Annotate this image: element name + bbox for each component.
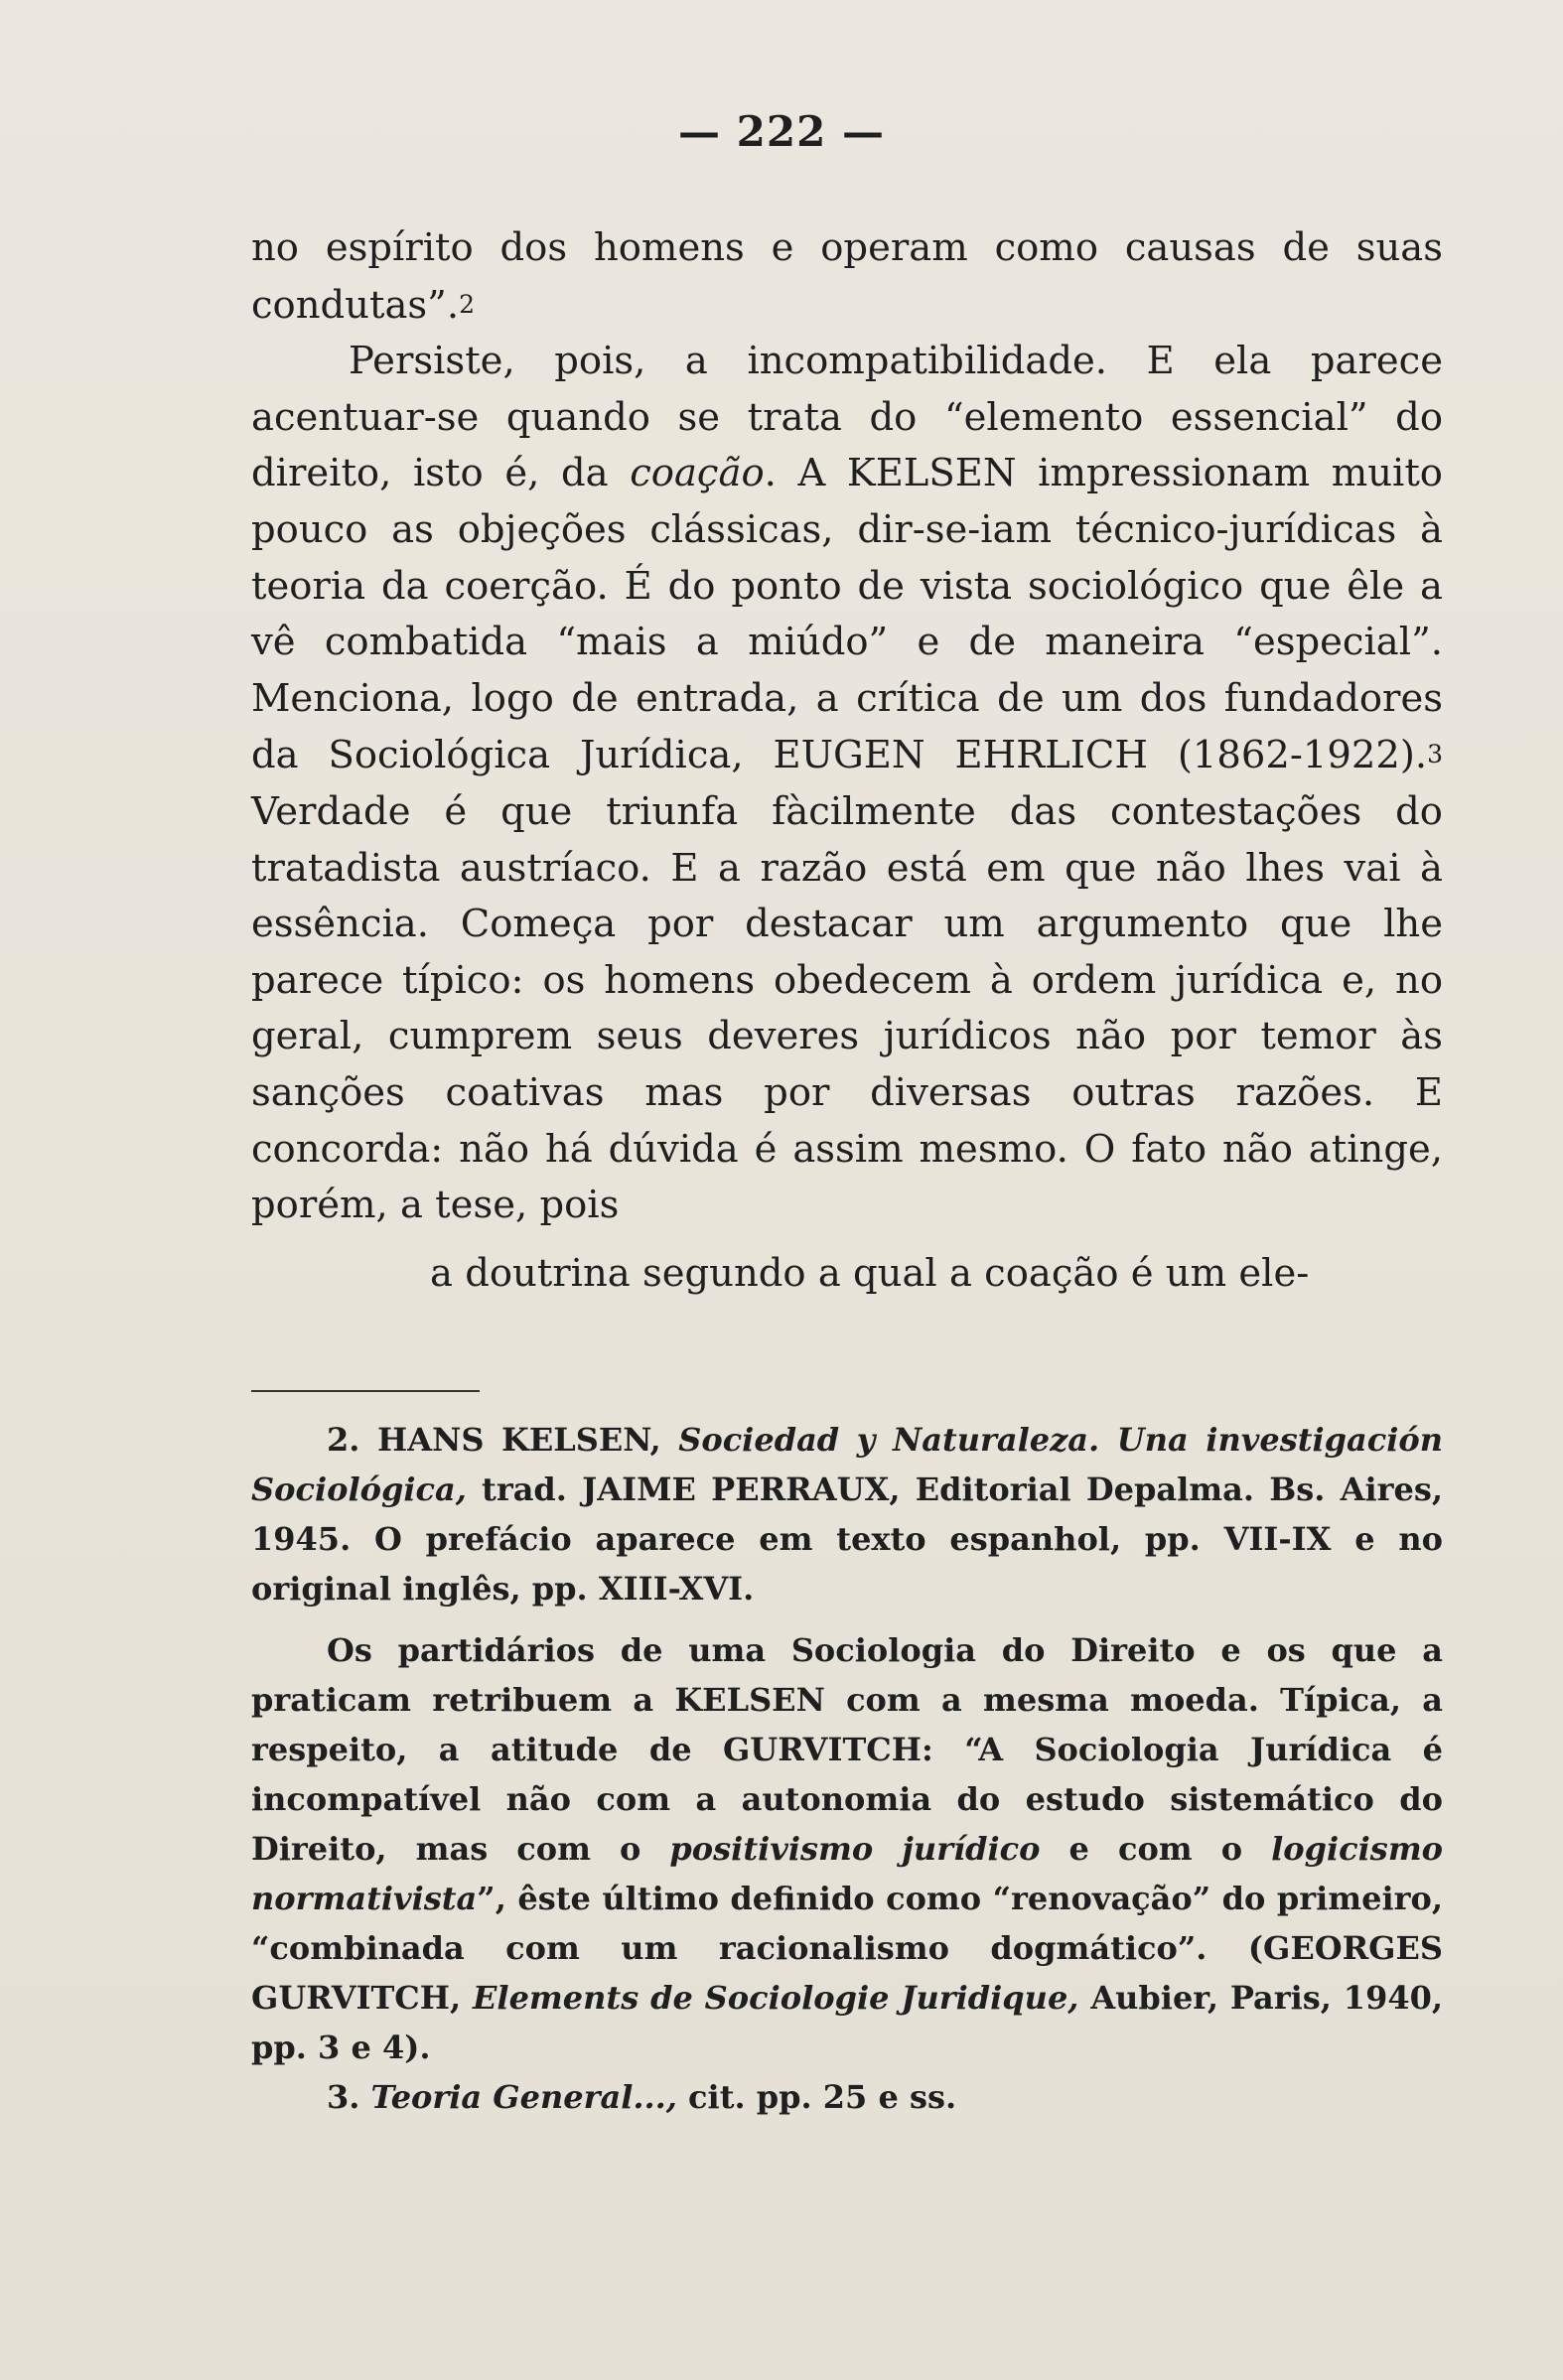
footnote-2 <box>251 1415 1443 1613</box>
paragraph-2-italic: coação <box>630 451 765 496</box>
footnote-divider <box>251 1390 480 1392</box>
footnote-2-cont-c: e com o <box>1040 1830 1272 1868</box>
footnote-ref-2: 2 <box>459 289 476 319</box>
footnote-2-cont-a: Os partidários de uma Sociologia do Direito e os que a praticam retribuem a KELSEN com a mesma moeda. Típica, a respeito, a atitude de GURVITCH: “A Sociologia Jurídica é incompatível não com a autonomia do estudo sistemático do Direito, mas com o <box>251 1631 1443 1868</box>
paragraph-2-part-d: Verdade é que triunfa fàcilmente das contestações do tratadista austríaco. E a razão está em que não lhes vai à essência. Começa por destacar um argumento que lhe parece típico: os homens obedecem à ordem jurídica e, no geral, cumprem seus deveres jurídicos não por temor às sanções coativas mas por diversas outras razões. E concorda: não há dúvida é assim mesmo. O fato não atinge, porém, a tese, pois <box>251 788 1443 1228</box>
footnote-2-cont-g: Aubier, Paris, 1940, pp. 3 e 4). <box>251 1979 1444 2066</box>
footnote-2-part-a: HANS KELSEN, <box>359 1421 679 1459</box>
footnote-3 <box>251 2072 1443 2122</box>
paragraph-2 <box>251 334 1443 1234</box>
footnote-3-title: Teoria General..., <box>370 2078 677 2116</box>
footnote-3-number: 3. <box>327 2078 360 2116</box>
footnote-2-cont-italic-3: Elements de Sociologie Juridique, <box>473 1979 1079 2017</box>
footnote-2-cont-italic-1: positivismo jurídico <box>669 1830 1041 1868</box>
footnote-2-cont-e: ”, êste último definido como “renovação” do primeiro, “combinada com um racionalismo dogmático”. (GEORGES GURVITCH, <box>251 1880 1443 2017</box>
footnote-2-part-c: trad. JAIME PERRAUX, Editorial Depalma. Bs. Aires, 1945. O prefácio aparece em texto espanhol, pp. VII-IX e no original inglês, pp. XIII-XVI. <box>251 1470 1443 1608</box>
page-number: — 222 — <box>678 107 885 156</box>
footnote-3-space <box>359 2078 370 2116</box>
paragraph-2-part-c: . A KELSEN impressionam muito pouco as objeções clássicas, dir-se-iam técnico-jurídicas à teoria da coerção. É do ponto de vista sociológico que êle a vê combatida “mais a miúdo” e de maneira “especial”. Menciona, logo de entrada, a crítica de um dos fundadores da Sociológica Jurídica, EUGEN EHRLICH (1862-1922). <box>251 451 1443 778</box>
paragraph-1-text: no espírito dos homens e operam como causas de suas condutas”. <box>251 225 1443 328</box>
block-quote: a doutrina segundo a qual a coação é um ele- <box>430 1250 1310 1296</box>
footnote-2-number: 2. <box>327 1421 360 1459</box>
footnote-3-part-c: cit. pp. 25 e ss. <box>676 2078 957 2116</box>
footnote-ref-3: 3 <box>1427 740 1443 770</box>
footnote-2-cont-italic-2: logicismo normativista <box>251 1830 1444 1917</box>
footnotes <box>251 1415 1443 2122</box>
main-text <box>251 220 1443 1302</box>
paragraph-1 <box>251 220 1443 334</box>
paragraph-2-part-a: Persiste, pois, a incompatibilidade. E ela parece acentuar-se quando se trata do “elemento essencial” do direito, isto é, da <box>251 339 1443 496</box>
footnote-2-continuation <box>251 1625 1443 2072</box>
footnote-2-title: Sociedad y Naturaleza. Una investigación Sociológica, <box>251 1421 1444 1508</box>
